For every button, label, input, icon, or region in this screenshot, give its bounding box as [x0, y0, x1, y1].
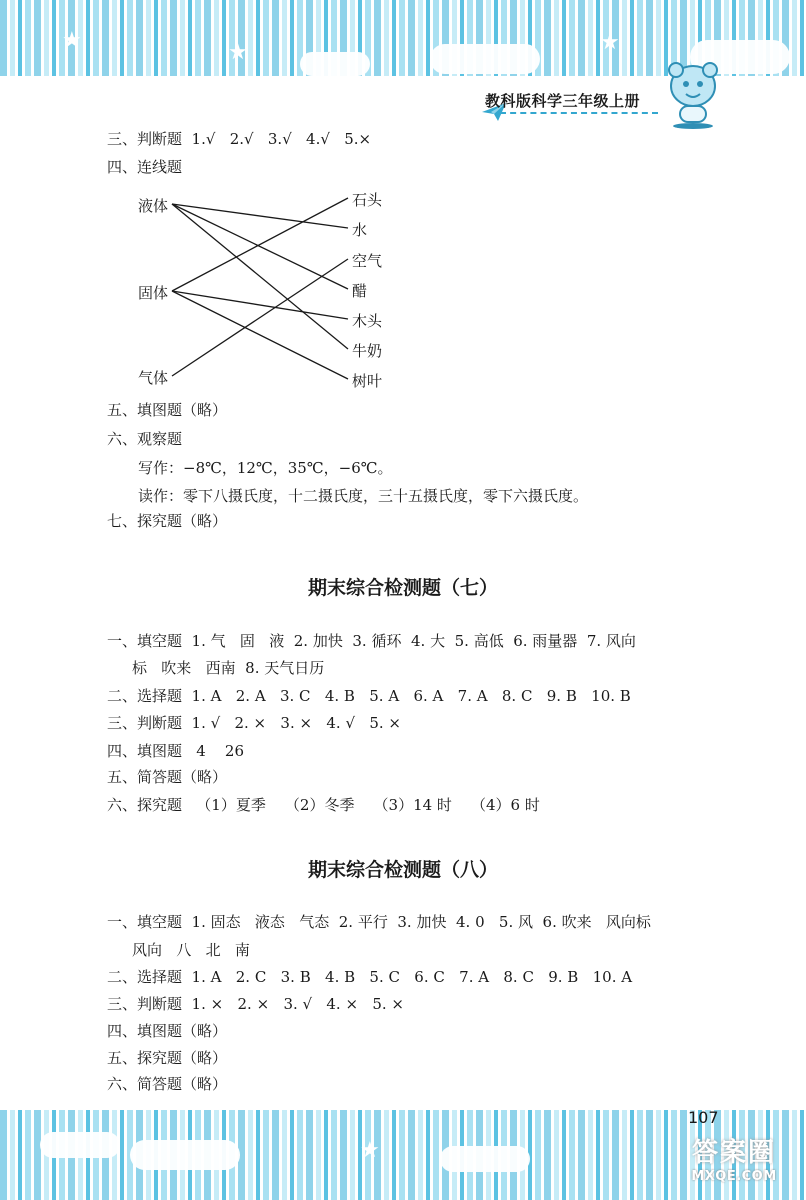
- cloud-decoration: [430, 44, 540, 74]
- matching-line: [172, 198, 348, 291]
- judge-answers-line: 三、判断题 1.√ 2.√ 3.√ 4.√ 5.×: [107, 130, 372, 148]
- matching-title: 四、连线题: [107, 158, 183, 176]
- fill-picture-line: 五、填图题（略）: [107, 401, 228, 419]
- right-item-vinegar: 醋: [352, 282, 368, 300]
- right-item-air: 空气: [352, 252, 383, 270]
- exam8-fill-line-2: 风向 八 北 南: [132, 941, 250, 959]
- observe-title: 六、观察题: [107, 430, 183, 448]
- exam7-fill-line-1: 一、填空题 1. 气 固 液 2. 加快 3. 循环 4. 大 5. 高低 6. 雨量器 7. 风向: [107, 632, 636, 650]
- exam7-choice-line: 二、选择题 1. A 2. A 3. C 4. B 5. A 6. A 7. A 8. C 9. B 10. B: [107, 687, 631, 705]
- book-title: 教科版科学三年级上册: [485, 92, 641, 110]
- right-item-milk: 牛奶: [352, 342, 383, 360]
- site-watermark: [672, 1132, 796, 1188]
- right-item-water: 水: [352, 221, 368, 239]
- explore-line: 七、探究题（略）: [107, 512, 228, 530]
- right-item-leaf: 树叶: [352, 372, 383, 390]
- exam8-choice-line: 二、选择题 1. A 2. C 3. B 4. B 5. C 6. C 7. A 8. C 9. B 10. A: [107, 968, 633, 986]
- cloud-decoration: [40, 1132, 120, 1158]
- left-item-solid: 固体: [138, 284, 169, 302]
- matching-line: [172, 291, 348, 319]
- exam8-short-answer-line: 六、简答题（略）: [107, 1075, 228, 1093]
- exam7-title: 期末综合检测题（七）: [307, 577, 498, 599]
- watermark-main-text: 答案圈: [691, 1138, 776, 1168]
- exam7-fill-picture-line: 四、填图题 4 26: [107, 742, 245, 760]
- star-icon: ★: [62, 28, 82, 53]
- star-icon: ★: [228, 40, 248, 65]
- exam7-short-answer-line: 五、简答题（略）: [107, 768, 228, 786]
- exam8-explore-line: 五、探究题（略）: [107, 1049, 228, 1067]
- exam8-title: 期末综合检测题（八）: [307, 859, 498, 881]
- cloud-decoration: [440, 1146, 530, 1172]
- exam7-explore-line: 六、探究题 （1）夏季 （2）冬季 （3）14 时 （4）6 时: [107, 796, 540, 814]
- exam8-judge-line: 三、判断题 1. × 2. × 3. √ 4. × 5. ×: [107, 995, 404, 1013]
- cloud-decoration: [300, 52, 370, 76]
- right-item-stone: 石头: [352, 191, 383, 209]
- watermark-sub-text: MXQE.COM: [691, 1169, 777, 1184]
- left-item-gas: 气体: [138, 369, 169, 387]
- matching-line: [172, 204, 348, 289]
- cloud-decoration: [130, 1140, 240, 1170]
- write-temperatures: 写作：−8℃，12℃，35℃，−6℃。: [138, 459, 393, 477]
- exam7-fill-line-2: 标 吹来 西南 8. 天气日历: [132, 659, 325, 677]
- exam7-judge-line: 三、判断题 1. √ 2. × 3. × 4. √ 5. ×: [107, 714, 401, 732]
- read-temperatures: 读作：零下八摄氏度，十二摄氏度，三十五摄氏度，零下六摄氏度。: [138, 487, 589, 505]
- matching-line: [172, 204, 348, 228]
- matching-line: [172, 291, 348, 379]
- exam8-fill-picture-line: 四、填图题（略）: [107, 1022, 228, 1040]
- star-icon: ★: [600, 30, 620, 55]
- right-item-wood: 木头: [352, 312, 383, 330]
- matching-line: [172, 204, 348, 349]
- header-dashed-rule: [500, 112, 658, 114]
- page-number: 107: [688, 1108, 719, 1127]
- star-icon: ★: [360, 1138, 380, 1163]
- exam8-fill-line-1: 一、填空题 1. 固态 液态 气态 2. 平行 3. 加快 4. 0 5. 风 6. 吹来 风向标: [107, 913, 651, 931]
- left-item-liquid: 液体: [138, 197, 169, 215]
- matching-line: [172, 259, 348, 376]
- mascot-icon: [658, 60, 728, 130]
